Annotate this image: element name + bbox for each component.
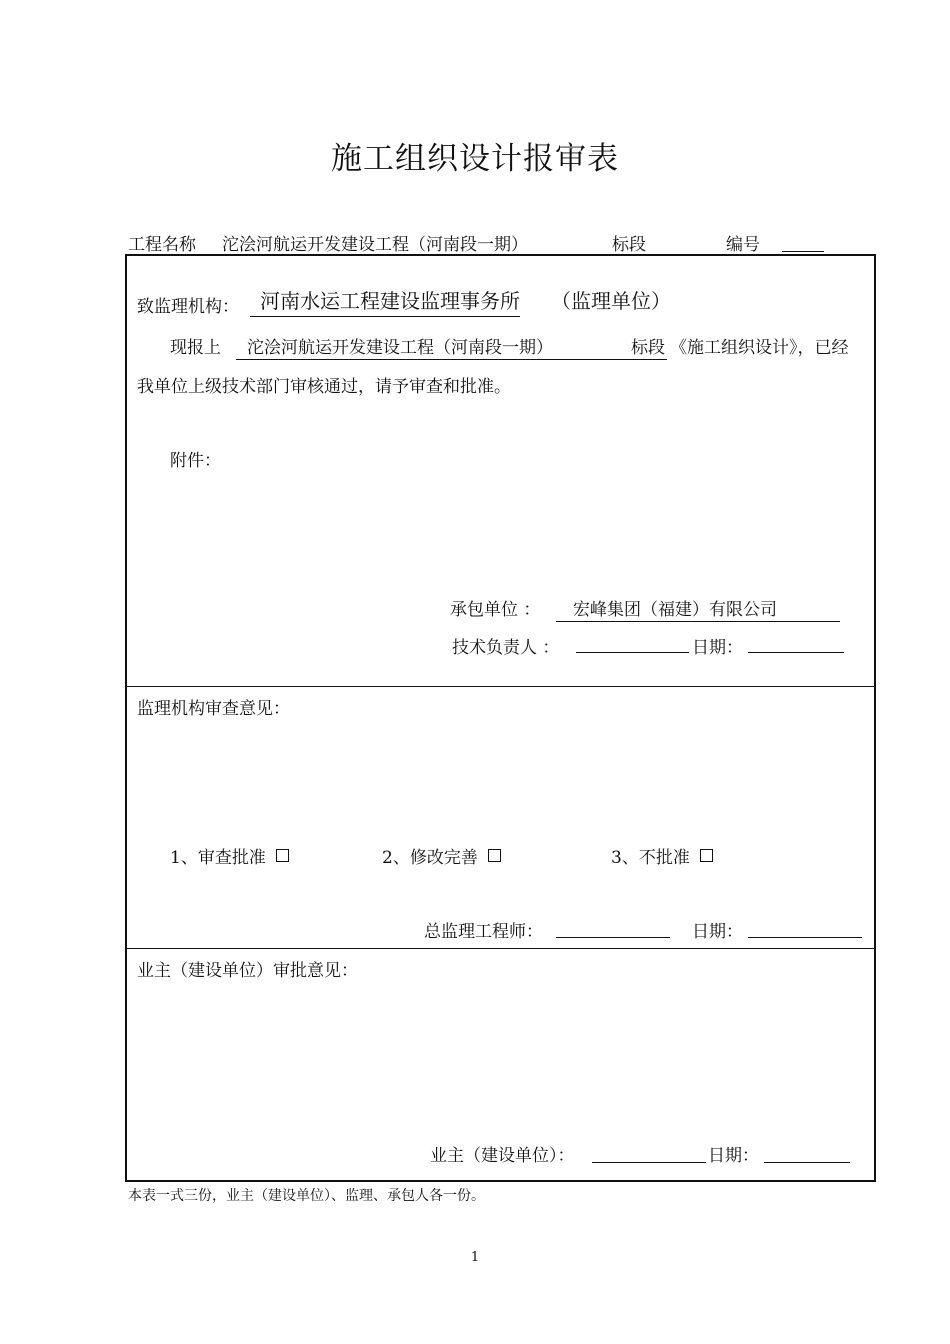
owner-date-field[interactable] [764, 1162, 850, 1163]
owner-opinion-label: 业主（建设单位）审批意见： [137, 961, 358, 981]
supervisor-opinion-label: 监理机构审查意见： [137, 699, 290, 719]
option-approve[interactable] [170, 843, 289, 868]
divider-2 [127, 948, 874, 949]
option-revise[interactable] [382, 843, 501, 868]
page-number: 1 [470, 1250, 480, 1265]
option-reject-label: 3、不批准 [611, 848, 690, 868]
report-prefix: 现报上 [170, 338, 221, 358]
supervisor-suffix: （监理单位） [551, 289, 671, 313]
footnote: 本表一式三份，业主（建设单位）、监理、承包人各一份。 [128, 1188, 485, 1204]
to-supervisor-label: 致监理机构： [137, 297, 239, 317]
chief-engineer-field[interactable] [556, 937, 670, 938]
report-doc: 《施工组织设计》，已经 [670, 338, 849, 358]
number-field-line[interactable] [782, 251, 824, 252]
option-revise-label: 2、修改完善 [382, 848, 478, 868]
chief-engineer-date-label: 日期： [692, 922, 743, 942]
project-name-label: 工程名称 [128, 235, 196, 255]
option-reject[interactable] [611, 843, 713, 868]
contractor-field [556, 595, 840, 622]
chief-engineer-label: 总监理工程师： [424, 922, 543, 942]
supervisor-org: 河南水运工程建设监理事务所 [250, 285, 520, 317]
checkbox-icon[interactable] [488, 849, 501, 862]
owner-label: 业主（建设单位）： [430, 1146, 575, 1166]
report-project-underline [236, 333, 667, 360]
attachment-label: 附件： [170, 451, 221, 471]
report-line2: 我单位上级技术部门审核通过，请予审查和批准。 [137, 377, 511, 397]
divider-1 [127, 686, 874, 687]
project-name-value: 沱浍河航运开发建设工程（河南段一期） [222, 235, 528, 255]
tech-lead-label: 技术负责人 ： [452, 638, 560, 658]
checkbox-icon[interactable] [276, 849, 289, 862]
option-approve-label: 1、审查批准 [170, 848, 266, 868]
owner-field[interactable] [592, 1162, 706, 1163]
report-project: 沱浍河航运开发建设工程（河南段一期） [247, 338, 553, 358]
report-section: 标段 [631, 338, 665, 358]
number-label: 编号 [726, 235, 760, 255]
section-label: 标段 [612, 235, 646, 255]
chief-engineer-date-field[interactable] [748, 937, 862, 938]
tech-lead-field[interactable] [576, 652, 689, 653]
document-title: 施工组织设计报审表 [331, 141, 619, 177]
owner-date-label: 日期： [708, 1146, 759, 1166]
contractor-label: 承包单位 ： [450, 600, 541, 620]
checkbox-icon[interactable] [700, 849, 713, 862]
tech-lead-date-field[interactable] [748, 652, 844, 653]
contractor-name: 宏峰集团（福建）有限公司 [573, 600, 777, 620]
tech-lead-date-label: 日期： [692, 638, 743, 658]
